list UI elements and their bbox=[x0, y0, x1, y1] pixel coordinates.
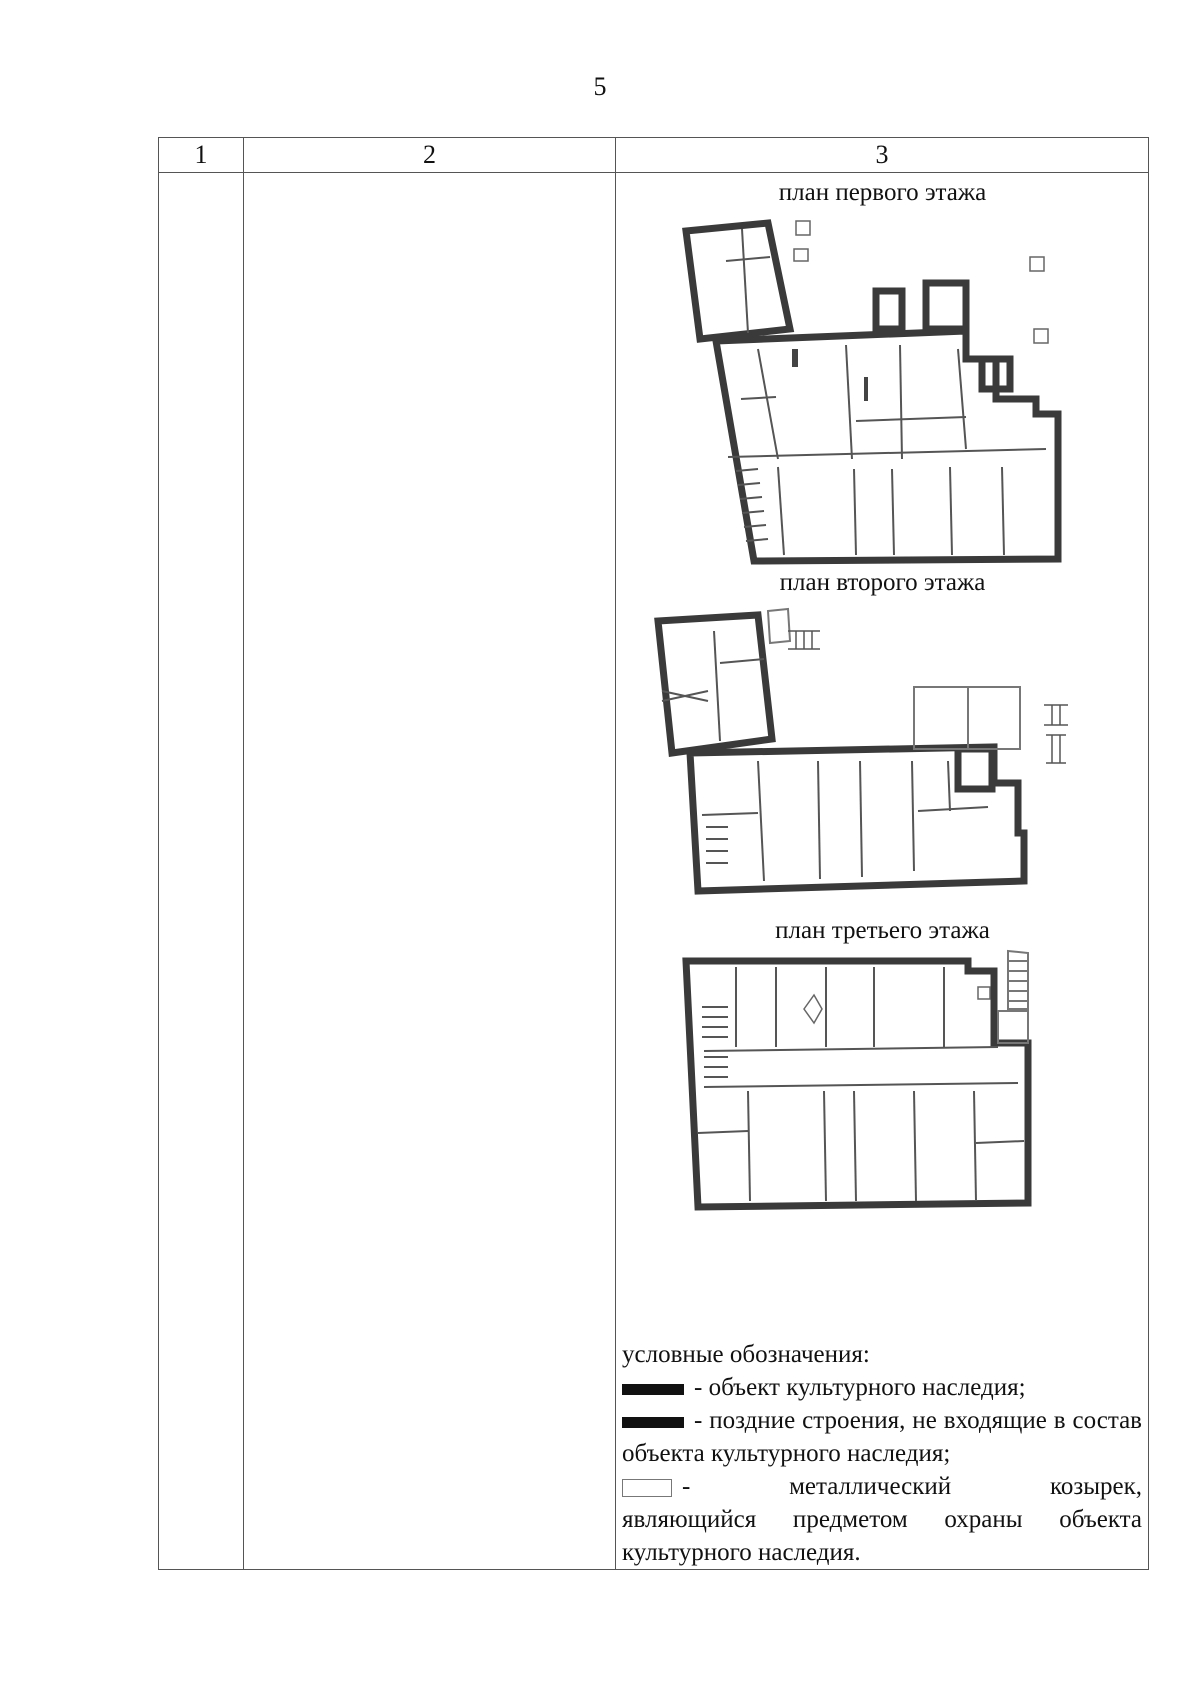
cell-col-2 bbox=[244, 173, 616, 1570]
legend-item-later-buildings-text: - поздние строения, не входящие в состав объекта культурного наследия; bbox=[622, 1407, 1142, 1467]
floor-plan-2 bbox=[648, 601, 1088, 901]
header-col-2: 2 bbox=[244, 138, 616, 173]
legend-item-canopy-rest: являющийся предметом охраны объекта культурного наследия. bbox=[622, 1506, 1142, 1566]
document-table bbox=[158, 137, 1149, 1570]
legend-item-canopy-word2: козырек, bbox=[1049, 1473, 1142, 1500]
floor-plan-3 bbox=[678, 947, 1078, 1213]
table-body-row bbox=[159, 173, 1149, 1570]
legend bbox=[622, 1338, 1142, 1569]
header-col-1: 1 bbox=[159, 138, 244, 173]
cell-plans bbox=[616, 173, 1149, 1570]
legend-title: условные обозначения: bbox=[622, 1341, 870, 1368]
legend-item-heritage bbox=[622, 1371, 1142, 1404]
table-header-row bbox=[159, 138, 1149, 173]
legend-item-later-buildings bbox=[622, 1404, 1142, 1470]
legend-item-canopy-word1: металлический bbox=[789, 1473, 952, 1500]
header-col-3: 3 bbox=[616, 138, 1149, 173]
plan-caption-floor-3: план третьего этажа bbox=[775, 917, 990, 944]
black-bar-swatch-icon bbox=[622, 1417, 684, 1428]
black-bar-swatch-icon bbox=[622, 1384, 684, 1395]
legend-item-heritage-text: - объект культурного наследия; bbox=[694, 1374, 1026, 1401]
cell-col-1 bbox=[159, 173, 244, 1570]
floor-plan-1 bbox=[666, 209, 1096, 589]
plan-caption-floor-1: план первого этажа bbox=[778, 179, 987, 206]
outline-box-swatch-icon bbox=[622, 1479, 672, 1497]
page-number: 5 bbox=[593, 72, 607, 101]
plan-caption-floor-2: план второго этажа bbox=[779, 569, 986, 596]
legend-item-canopy-line bbox=[622, 1470, 1142, 1503]
legend-item-canopy-dash: - bbox=[682, 1473, 691, 1500]
